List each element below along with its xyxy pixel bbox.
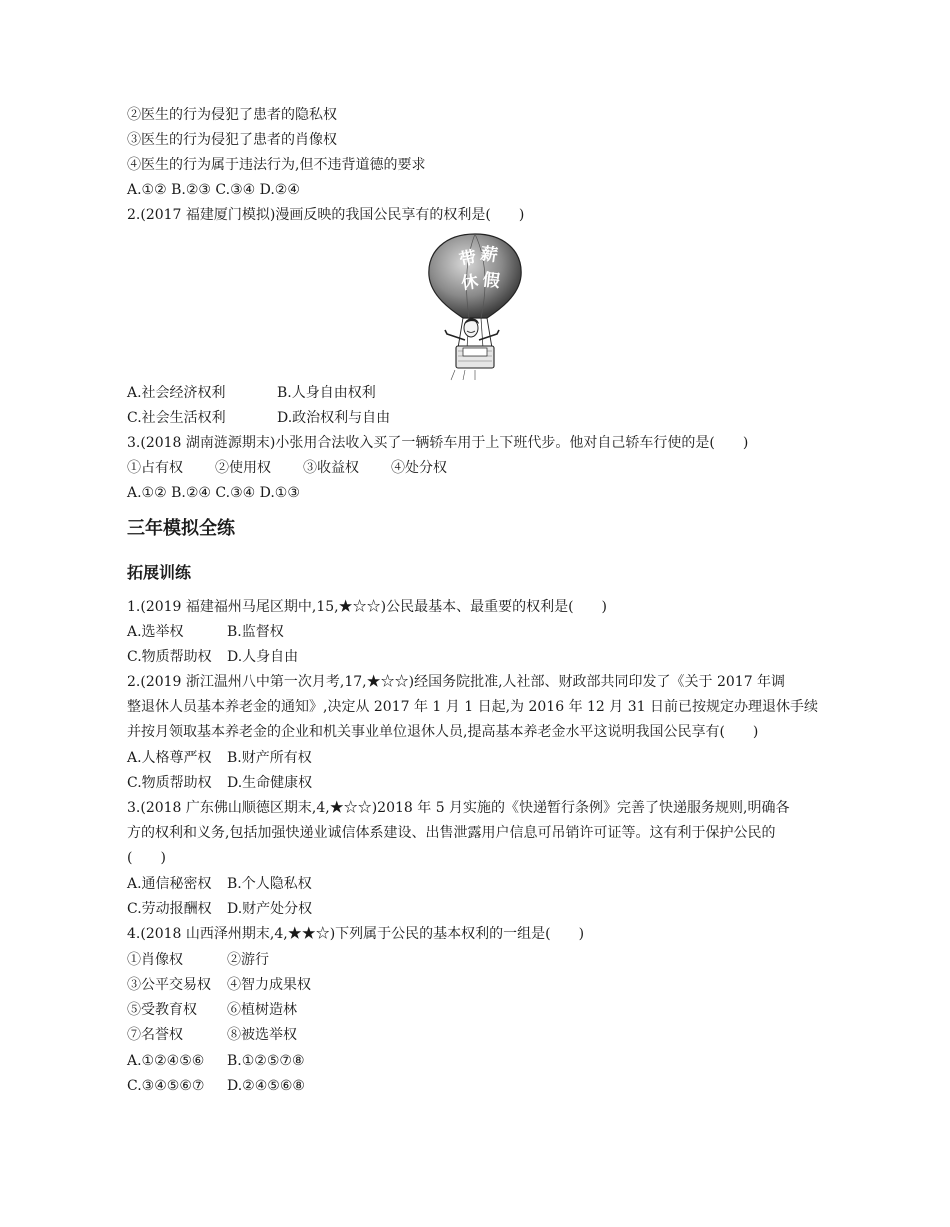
exercise-4-items-row-3 bbox=[127, 1000, 297, 1020]
exercise-1-stem: 1.(2019 福建福州马尾区期中,15,★☆☆)公民最基本、最重要的权利是( ) bbox=[127, 599, 607, 615]
option-b: B.财产所有权 bbox=[227, 750, 312, 766]
item-4: ④处分权 bbox=[391, 460, 447, 476]
exercise-3-options-row-1 bbox=[127, 874, 312, 894]
item-2: ②游行 bbox=[227, 952, 269, 968]
statement-2: ②医生的行为侵犯了患者的隐私权 bbox=[127, 107, 337, 123]
option-a: A.人格尊严权 bbox=[127, 750, 212, 766]
item-3: ③公平交易权 bbox=[127, 977, 211, 993]
exercise-4-items-row-2 bbox=[127, 975, 311, 995]
exercise-2-options-row-2 bbox=[127, 773, 312, 793]
section-title: 三年模拟全练 bbox=[127, 518, 235, 539]
exercise-2-line-3: 并按月领取基本养老金的企业和机关事业单位退休人员,提高基本养老金水平这说明我国公民享有( ) bbox=[127, 724, 759, 740]
answer-options: A.①② B.②③ C.③④ D.②④ bbox=[127, 182, 300, 198]
option-c: C.物质帮助权 bbox=[127, 775, 212, 791]
question-2-stem: 2.(2017 福建厦门模拟)漫画反映的我国公民享有的权利是( ) bbox=[127, 207, 525, 223]
exercise-3-line-2: 方的权利和义务,包括加强快递业诚信体系建设、出售泄露用户信息可吊销许可证等。这有利于保护公民的 bbox=[127, 825, 776, 841]
option-d: D.政治权利与自由 bbox=[277, 410, 391, 426]
item-4: ④智力成果权 bbox=[227, 977, 311, 993]
balloon-char-2: 薪 bbox=[479, 243, 499, 267]
item-3: ③收益权 bbox=[303, 460, 359, 476]
option-c: C.劳动报酬权 bbox=[127, 901, 212, 917]
hot-air-balloon-cartoon bbox=[425, 230, 525, 382]
item-7: ⑦名誉权 bbox=[127, 1027, 183, 1043]
option-a: A.①②④⑤⑥ bbox=[127, 1053, 205, 1069]
statement-3: ③医生的行为侵犯了患者的肖像权 bbox=[127, 132, 337, 148]
statement-4: ④医生的行为属于违法行为,但不违背道德的要求 bbox=[127, 157, 426, 173]
exercise-4-stem: 4.(2018 山西泽州期末,4,★★☆)下列属于公民的基本权利的一组是( ) bbox=[127, 926, 585, 942]
item-1: ①占有权 bbox=[127, 460, 183, 476]
option-c: C.物质帮助权 bbox=[127, 649, 212, 665]
option-b: B.人身自由权利 bbox=[277, 385, 376, 401]
option-d: D.生命健康权 bbox=[227, 775, 313, 791]
option-a: A.通信秘密权 bbox=[127, 876, 212, 892]
exercise-3-line-1: 3.(2018 广东佛山顺德区期末,4,★☆☆)2018 年 5 月实施的《快递暂行条例》完善了快递服务规则,明确各 bbox=[127, 800, 790, 816]
option-c: C.③④⑤⑥⑦ bbox=[127, 1078, 205, 1094]
exercise-3-line-3: ( ) bbox=[127, 850, 166, 866]
exercise-1-options-row-2 bbox=[127, 647, 298, 667]
option-b: B.个人隐私权 bbox=[227, 876, 312, 892]
option-d: D.财产处分权 bbox=[227, 901, 313, 917]
option-a: A.选举权 bbox=[127, 624, 184, 640]
option-b: B.监督权 bbox=[227, 624, 284, 640]
exercise-2-line-2: 整退休人员基本养老金的通知》,决定从 2017 年 1 月 1 日起,为 2016 年 12 月 31 日前已按规定办理退休手续 bbox=[127, 699, 819, 715]
balloon-char-3: 休 bbox=[460, 271, 480, 295]
question-2-options-row-1 bbox=[127, 383, 376, 403]
question-3-options: A.①② B.②④ C.③④ D.①③ bbox=[127, 485, 300, 501]
exercise-4-options-row-2 bbox=[127, 1076, 305, 1096]
exercise-4-items-row-4 bbox=[127, 1025, 297, 1045]
item-1: ①肖像权 bbox=[127, 952, 183, 968]
exercise-4-items-row-1 bbox=[127, 950, 269, 970]
exercise-3-options-row-2 bbox=[127, 899, 312, 919]
subsection-title: 拓展训练 bbox=[127, 563, 192, 582]
question-2-options-row-2 bbox=[127, 408, 390, 428]
option-a: A.社会经济权利 bbox=[127, 385, 226, 401]
item-2: ②使用权 bbox=[215, 460, 271, 476]
balloon-char-1: 带 bbox=[457, 247, 479, 271]
balloon-char-4: 假 bbox=[481, 270, 501, 292]
option-b: B.①②⑤⑦⑧ bbox=[227, 1053, 305, 1069]
option-d: D.人身自由 bbox=[227, 649, 299, 665]
item-5: ⑤受教育权 bbox=[127, 1002, 197, 1018]
option-c: C.社会生活权利 bbox=[127, 410, 226, 426]
option-d: D.②④⑤⑥⑧ bbox=[227, 1078, 305, 1094]
exercise-2-line-1: 2.(2019 浙江温州八中第一次月考,17,★☆☆)经国务院批准,人社部、财政部共同印发了《关于 2017 年调 bbox=[127, 674, 786, 690]
question-3-items bbox=[127, 458, 447, 478]
exercise-1-options-row-1 bbox=[127, 622, 284, 642]
question-3-stem: 3.(2018 湖南涟源期末)小张用合法收入买了一辆轿车用于上下班代步。他对自己轿车行使的是( ) bbox=[127, 435, 749, 451]
exercise-4-options-row-1 bbox=[127, 1051, 305, 1071]
exercise-2-options-row-1 bbox=[127, 748, 312, 768]
item-6: ⑥植树造林 bbox=[227, 1002, 297, 1018]
item-8: ⑧被选举权 bbox=[227, 1027, 297, 1043]
